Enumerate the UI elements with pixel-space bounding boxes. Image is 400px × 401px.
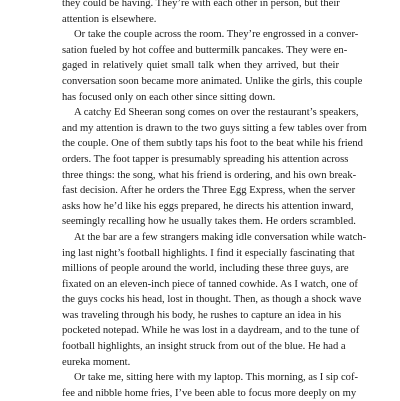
text-line: fee and nibble home fries, I’ve been able to focus more deeply on my <box>62 387 357 399</box>
text-line: ing last night’s football highlights. I find it especially fascinating that <box>62 247 355 259</box>
book-page <box>62 0 367 401</box>
text-line: conversation soon became more animated. Unlike the girls, this couple <box>62 75 363 87</box>
text-line: fast decision. After he orders the Three Egg Express, when the server <box>62 185 356 197</box>
text-line: three things: the song, what his friend is ordering, and his own break- <box>62 169 357 181</box>
text-line: eureka moment. <box>62 356 131 368</box>
text-line: Or take me, sitting here with my laptop. This morning, as I sip cof- <box>74 372 359 384</box>
text-line: they could be having. They’re with each other in person, but their <box>62 0 340 9</box>
text-line: attention is elsewhere. <box>62 13 157 25</box>
text-line: football highlights, an insight struck from out of the blue. He had a <box>62 341 346 353</box>
text-line: was traveling through his body, he rushes to capture an idea in his <box>62 309 342 321</box>
text-line: the guys cocks his head, lost in thought. Then, as though a shock wave <box>62 294 362 306</box>
text-line: gaged in relatively quiet small talk when they arrived, but their <box>62 60 339 72</box>
text-line: fixated on an eleven-inch piece of tanned cowhide. As I watch, one of <box>62 278 358 290</box>
text-line: A catchy Ed Sheeran song comes on over the restaurant’s speakers, <box>74 107 359 119</box>
text-line: and my attention is drawn to the two guys sitting a few tables over from <box>62 122 367 134</box>
text-line: sation fueled by hot coffee and buttermilk pancakes. They were en- <box>62 44 348 56</box>
text-line: orders. The foot tapper is presumably spreading his attention across <box>62 153 349 165</box>
paragraph-1 <box>62 0 339 27</box>
paragraph-4 <box>62 230 367 370</box>
text-line: has focused only on each other since sitting down. <box>62 91 276 103</box>
paragraph-2 <box>62 27 363 105</box>
paragraph-5 <box>62 370 359 401</box>
text-line: At the bar are a few strangers making idle conversation while watch- <box>74 231 367 243</box>
text-line: pocketed notepad. While he was lost in a daydream, and to the tune of <box>62 325 360 337</box>
text-line: the couple. One of them subtly taps his foot to the beat while his friend <box>62 138 363 150</box>
text-line: asks how he’d like his eggs prepared, he directs his attention inward, <box>62 200 354 212</box>
text-line: seemingly recalling how he usually takes them. He orders scrambled. <box>62 216 356 228</box>
text-line: millions of people around the world, including these three guys, are <box>62 263 349 275</box>
paragraph-3 <box>62 105 367 230</box>
text-line: Or take the couple across the room. They’re engrossed in a conver- <box>74 29 359 41</box>
